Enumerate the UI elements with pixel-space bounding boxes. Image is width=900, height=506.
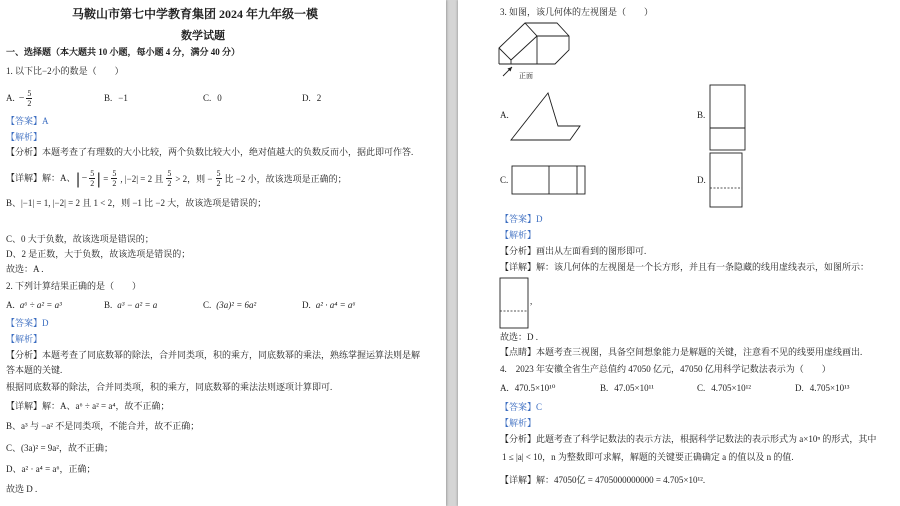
q3-option-c-figure xyxy=(510,164,588,196)
q3-option-d-figure xyxy=(708,151,744,209)
q4-option-b xyxy=(600,383,654,394)
figure-comma: , xyxy=(530,296,533,306)
q1-jiexi: 【解析】 xyxy=(6,132,43,142)
option-value: 2 xyxy=(316,93,322,103)
option-c-rectangle xyxy=(512,166,585,194)
q4-answer: 【答案】C xyxy=(500,402,543,412)
q4-analysis-1: 【分析】此题考查了科学记数法的表示方法，根据科学记数法的表示形式为 a×10ⁿ 的形式，其中 xyxy=(500,434,877,444)
q3-option-c-label: C. xyxy=(500,175,509,185)
denominator: 2 xyxy=(90,179,95,189)
detail-comparison: > 2，则 − xyxy=(175,173,213,184)
numerator: 5 xyxy=(167,169,172,179)
fraction-4 xyxy=(216,169,222,188)
minus-sign: − xyxy=(18,92,25,104)
q3-option-b-label: B. xyxy=(697,110,706,120)
detail-suffix: 比 −2 小，故该选项是正确的； xyxy=(224,173,347,184)
detail-middle: , |−2| = 2 且 xyxy=(120,173,164,184)
q3-solid-figure xyxy=(495,18,575,84)
detail-prefix: 【详解】解：A、 xyxy=(6,173,76,183)
q1-conclusion: 故选：A . xyxy=(6,264,44,274)
q1-stem: 1. 以下比−2小的数是（ ） xyxy=(6,66,124,76)
section-heading: 一、选择题（本大题共 10 小题，每小题 4 分，满分 40 分） xyxy=(6,47,241,57)
option-label: A. xyxy=(500,383,509,393)
option-value: 4.705×10¹³ xyxy=(809,383,850,393)
denominator: 2 xyxy=(167,179,172,189)
option-label: B. xyxy=(104,300,113,310)
fraction xyxy=(26,89,32,108)
option-value: −1 xyxy=(118,93,128,103)
abs-bar-close: | xyxy=(96,169,102,188)
document-subtitle: 数学试题 xyxy=(181,30,225,42)
q2-option-a xyxy=(6,300,62,311)
q2-option-c xyxy=(203,300,256,311)
q2-jiexi: 【解析】 xyxy=(6,334,43,344)
denominator: 2 xyxy=(216,179,221,189)
option-label: D. xyxy=(795,383,804,393)
option-label: C. xyxy=(203,300,212,310)
q1-detail-b: B、|−1| = 1, |−2| = 2 且 1 < 2，则 −1 比 −2 大，故该选项是错误的； xyxy=(6,198,267,208)
q2-detail-c: C、(3a)² = 9a²，故不正确； xyxy=(6,443,113,453)
q2-analysis-3: 根据同底数幂的除法，合并同类项，积的乘方，同底数幂的乘法法则逐项计算即可. xyxy=(6,382,333,392)
fraction-2 xyxy=(111,169,117,188)
q2-stem: 2. 下列计算结果正确的是（ ） xyxy=(6,281,142,291)
q2-option-d xyxy=(302,300,356,311)
q3-conclusion: 故选：D . xyxy=(500,332,538,342)
q1-answer: 【答案】A xyxy=(6,116,49,126)
option-expression: a³ − a² = a xyxy=(117,300,158,310)
option-value: 0 xyxy=(217,93,222,103)
q3-jiexi: 【解析】 xyxy=(500,230,537,240)
option-expression: a² · a⁴ = a⁶ xyxy=(315,300,356,310)
option-label: B. xyxy=(600,383,609,393)
denominator: 2 xyxy=(112,179,117,189)
left-view-rectangle xyxy=(500,278,528,328)
q3-option-d-label: D. xyxy=(697,175,706,185)
q3-left-view-figure xyxy=(498,276,533,330)
option-label: B. xyxy=(104,93,113,103)
option-value: 4.705×10¹² xyxy=(711,383,751,393)
option-label: D. xyxy=(302,93,311,103)
q3-analysis: 【分析】画出从左面看到的图形即可. xyxy=(500,246,647,256)
q1-option-a xyxy=(6,88,33,108)
left-page xyxy=(0,0,446,506)
option-label: C. xyxy=(697,383,706,393)
q3-option-b-figure xyxy=(708,83,748,153)
right-page xyxy=(458,0,900,506)
minus-sign: − xyxy=(81,172,88,184)
q3-answer: 【答案】D xyxy=(500,214,543,224)
numerator: 5 xyxy=(27,89,32,99)
option-d-rectangle xyxy=(710,153,742,207)
q3-option-a-label: A. xyxy=(500,110,509,120)
option-label: A. xyxy=(6,300,15,310)
option-value: 47.05×10¹¹ xyxy=(614,383,654,393)
q1-option-b xyxy=(104,88,128,108)
numerator: 5 xyxy=(216,169,221,179)
q4-option-d xyxy=(795,383,849,394)
q2-analysis-2: 答本题的关键. xyxy=(6,365,63,375)
q4-option-a xyxy=(500,383,555,394)
q3-detail: 【详解】解：该几何体的左视图是一个长方形，并且有一条隐藏的线用虚线表示，如图所示： xyxy=(500,262,870,272)
q4-stem: 4. 2023 年安徽全省生产总值约 47050 亿元，47050 亿用科学记数法表示为（ ） xyxy=(500,364,831,374)
q3-dianjing: 【点睛】本题考查三视图，具备空间想象能力是解题的关键，注意看不见的线要用虚线画出. xyxy=(500,347,863,357)
solid-slope-edge xyxy=(511,36,537,60)
q4-analysis-2: 1 ≤ |a| < 10，n 为整数即可求解，解题的关键要正确确定 a 的值以及 n 的值. xyxy=(502,452,794,462)
option-a-shape xyxy=(511,93,580,140)
abs-bar-open: | xyxy=(75,169,81,188)
option-expression: (3a)² = 6a² xyxy=(216,300,257,310)
solid-outline xyxy=(499,23,569,64)
option-expression: a⁶ ÷ a² = a³ xyxy=(19,300,62,310)
q2-option-b xyxy=(104,300,157,311)
q2-detail-d: D、a² · a⁴ = a⁶，正确； xyxy=(6,464,96,474)
q2-answer: 【答案】D xyxy=(6,318,49,328)
option-label: D. xyxy=(302,300,311,310)
option-label: A. xyxy=(6,93,15,103)
numerator: 5 xyxy=(112,169,117,179)
q1-analysis: 【分析】本题考查了有理数的大小比较，两个负数比较大小，绝对值越大的负数反而小，据此即可作答. xyxy=(6,147,414,157)
solid-front-edge xyxy=(499,48,511,60)
front-view-label: 正面 xyxy=(519,72,533,80)
q2-detail-b: B、a³ 与 −a² 不是同类项，不能合并，故不正确； xyxy=(6,421,200,431)
q1-detail-a xyxy=(6,168,349,188)
q4-detail: 【详解】解：47050亿 = 4705000000000 = 4.705×10¹². xyxy=(500,475,706,485)
q1-option-d xyxy=(302,88,321,108)
option-label: C. xyxy=(203,93,212,103)
option-b-rectangle xyxy=(710,85,745,150)
q1-option-c xyxy=(203,88,222,108)
option-value: 470.5×10¹⁰ xyxy=(514,383,556,393)
q2-analysis-1: 【分析】本题考查了同底数幂的除法，合并同类项，积的乘方，同底数幂的乘法，熟练掌握运算法则是解 xyxy=(6,350,421,360)
document-title: 马鞍山市第七中学教育集团 2024 年九年级一模 xyxy=(72,7,319,21)
q3-stem: 3. 如图，该几何体的左视图是（ ） xyxy=(500,7,654,17)
q1-detail-d: D、2 是正数，大于负数，故该选项是错误的； xyxy=(6,249,191,259)
fraction-1 xyxy=(89,169,95,188)
q1-detail-c: C、0 大于负数，故该选项是错误的； xyxy=(6,234,154,244)
q3-option-a-figure xyxy=(508,90,584,144)
numerator: 5 xyxy=(90,169,95,179)
q4-jiexi: 【解析】 xyxy=(500,418,537,428)
q2-detail-a: 【详解】解：A、a⁶ ÷ a² = a⁴，故不正确； xyxy=(6,401,170,411)
q4-option-c xyxy=(697,383,751,394)
fraction-3 xyxy=(166,169,172,188)
q2-conclusion: 故选 D . xyxy=(6,484,38,494)
equals-sign: = xyxy=(103,173,109,184)
denominator: 2 xyxy=(27,99,32,109)
